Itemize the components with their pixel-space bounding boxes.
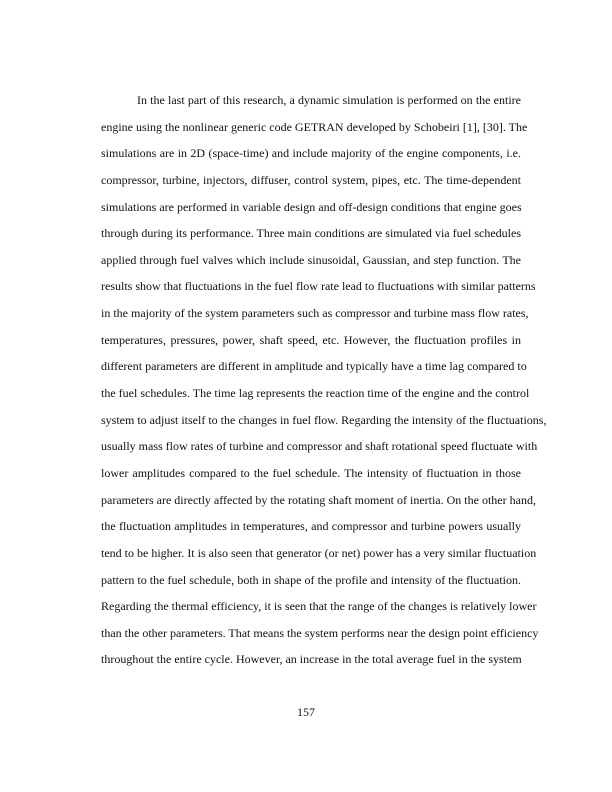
text-line: parameters are directly affected by the rotating shaft moment of inertia. On the other hand, [101,492,536,507]
text-line: engine using the nonlinear generic code GETRAN developed by Schobeiri [1], [30]. The [101,119,528,134]
text-line: tend to be higher. It is also seen that generator (or net) power has a very similar fluctuation [101,545,537,560]
text-line: than the other parameters. That means the system performs near the design point efficiency [101,625,539,640]
text-line: different parameters are different in amplitude and typically have a time lag compared to [101,359,527,374]
text-line: simulations are in 2D (space-time) and include majority of the engine components, i.e. [101,146,521,161]
body-paragraph [101,91,547,677]
text-line: compressor, turbine, injectors, diffuser, control system, pipes, etc. The time-dependent [101,172,521,187]
text-line: lower amplitudes compared to the fuel schedule. The intensity of fluctuation in those [101,465,521,480]
text-line: simulations are performed in variable design and off-design conditions that engine goes [101,199,522,214]
text-line: the fuel schedules. The time lag represents the reaction time of the engine and the control [101,386,530,401]
page-number: 157 [297,705,315,719]
text-line: results show that fluctuations in the fuel flow rate lead to fluctuations with similar patterns [101,279,536,294]
text-line: throughout the entire cycle. However, an increase in the total average fuel in the system [101,652,522,667]
text-line: pattern to the fuel schedule, both in shape of the profile and intensity of the fluctuation. [101,572,521,587]
text-line: system to adjust itself to the changes in fuel flow. Regarding the intensity of the fluctuations, [101,412,547,427]
text-line: the fluctuation amplitudes in temperatures, and compressor and turbine powers usually [101,519,521,534]
text-line: In the last part of this research, a dynamic simulation is performed on the entire [137,93,521,107]
text-line: applied through fuel valves which include sinusoidal, Gaussian, and step function. The [101,252,521,267]
text-line: in the majority of the system parameters such as compressor and turbine mass flow rates, [101,306,529,321]
text-line: temperatures, pressures, power, shaft speed, etc. However, the fluctuation profiles in [101,332,521,347]
text-line: through during its performance. Three main conditions are simulated via fuel schedules [101,226,521,241]
text-line: usually mass flow rates of turbine and compressor and shaft rotational speed fluctuate with [101,439,538,454]
text-line: Regarding the thermal efficiency, it is seen that the range of the changes is relatively lower [101,599,537,614]
